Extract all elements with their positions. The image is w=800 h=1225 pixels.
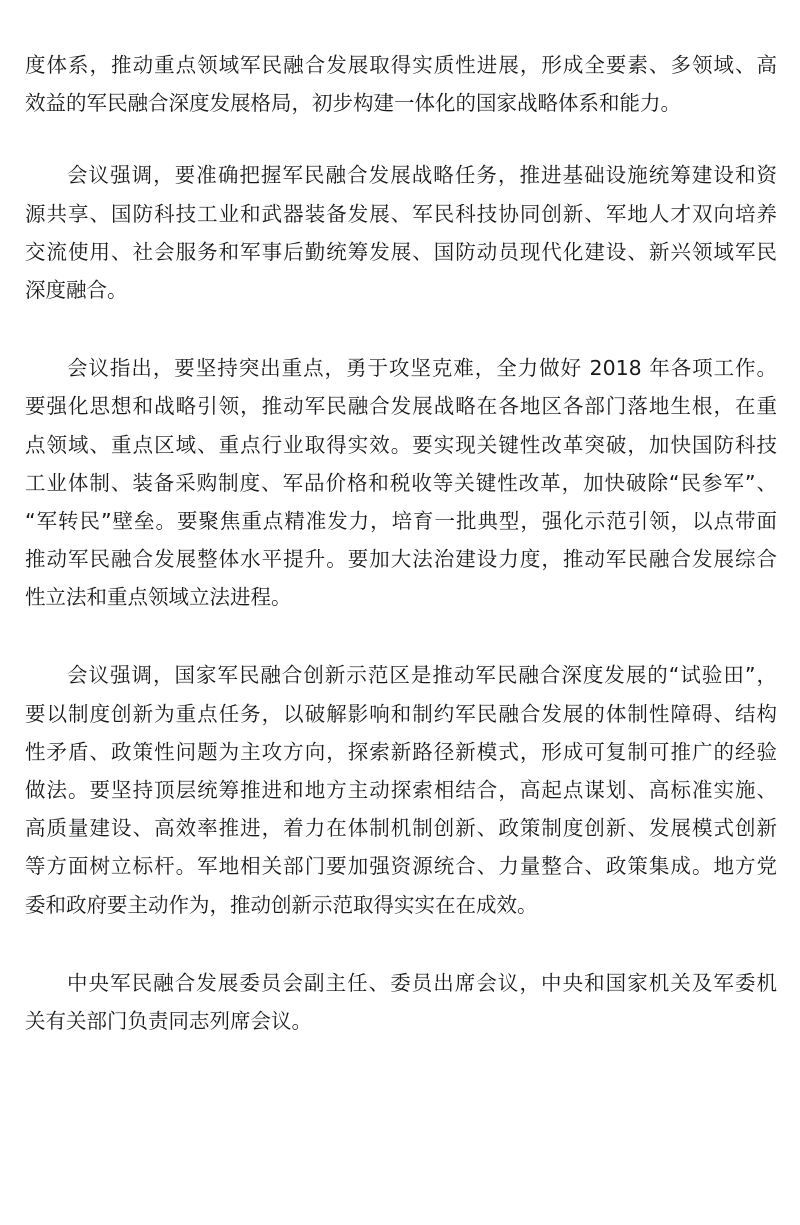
document-body [25,46,777,1080]
text-line: 委和政府要主动作为，推动创新示范取得实实在在成效。 [25,892,538,917]
text-line: 性矛盾、政策性问题为主攻方向，探索新路径新模式，形成可复制可推广的经验 [25,739,777,764]
text-line: 性立法和重点领域立法进程。 [25,585,292,610]
text-line: 交流使用、社会服务和军事后勤统筹发展、国防动员现代化建设、新兴领域军民 [25,239,777,264]
text-line: 关有关部门负责同志列席会议。 [25,1008,312,1033]
text-line: 会议强调，要准确把握军民融合发展战略任务，推进基础设施统筹建设和资 [67,163,777,188]
text-line: 度体系，推动重点领域军民融合发展取得实质性进展，形成全要素、多领域、高 [25,53,777,77]
text-line: 中央军民融合发展委员会副主任、委员出席会议，中央和国家机关及军委机 [67,970,777,995]
text-line: 会议指出，要坚持突出重点，勇于攻坚克难，全力做好 2018 年各项工作。 [67,356,777,381]
paragraph [25,964,777,1040]
text-line: 等方面树立标杆。军地相关部门要加强资源统合、力量整合、政策集成。地方党 [25,854,777,879]
text-line: 推动军民融合发展整体水平提升。要加大法治建设力度，推动军民融合发展综合 [25,547,777,572]
text-line: 要以制度创新为重点任务，以破解影响和制约军民融合发展的体制性障碍、结构 [25,701,777,726]
text-line: 要强化思想和战略引领，推动军民融合发展战略在各地区各部门落地生根，在重 [25,394,777,419]
paragraph [25,46,777,122]
paragraph [25,349,777,616]
text-line: 深度融合。 [25,277,128,302]
text-line: 源共享、国防科技工业和武器装备发展、军民科技协同创新、军地人才双向培养 [25,201,777,226]
text-line: “军转民”壁垒。要聚焦重点精准发力，培育一批典型，强化示范引领，以点带面 [25,508,777,533]
text-line: 做法。要坚持顶层统筹推进和地方主动探索相结合，高起点谋划、高标准实施、 [25,778,777,802]
paragraph [25,656,777,923]
text-line: 效益的军民融合深度发展格局，初步构建一体化的国家战略体系和能力。 [25,91,681,116]
text-line: 高质量建设、高效率推进，着力在体制机制创新、政策制度创新、发展模式创新 [25,816,777,841]
paragraph [25,156,777,309]
text-line: 点领域、重点区域、重点行业取得实效。要实现关键性改革突破，加快国防科技 [25,432,777,457]
text-line: 会议强调，国家军民融合创新示范区是推动军民融合深度发展的“试验田”， [67,663,777,688]
text-line: 工业体制、装备采购制度、军品价格和税收等关键性改革，加快破除“民参军”、 [25,470,777,495]
